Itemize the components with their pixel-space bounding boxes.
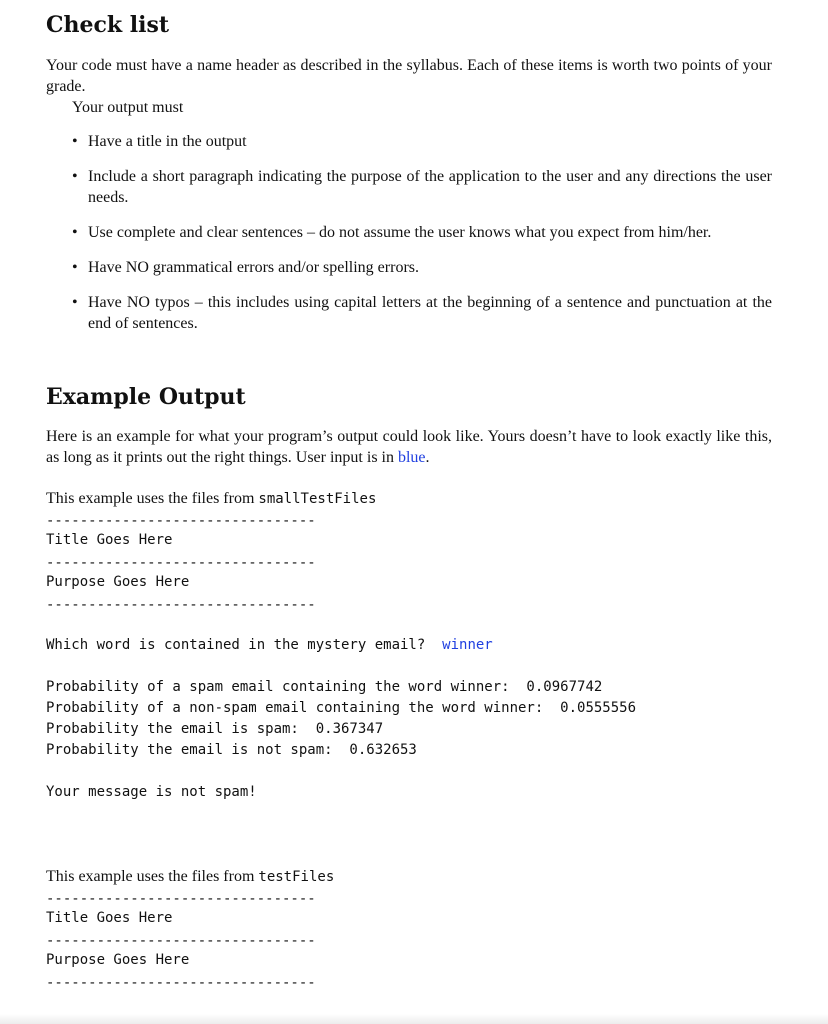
output-result-line: Probability the email is not spam: 0.632653 [46,742,417,758]
example1-caption-prefix: This example uses the files from [46,490,259,507]
checklist-item-text: Have NO typos – this includes using capital letters at the beginning of a sentence and punctuation at the end of sentences. [88,294,772,332]
example-intro-text: Here is an example for what your program’s output could look like. Yours doesn’t have to look exactly like this, as long as it prints out the right things. User input is in [46,428,772,466]
output-title-line: Title Goes Here [46,532,173,548]
checklist-item [60,292,772,334]
blue-word: blue [397,449,426,466]
checklist-item [60,131,772,152]
checklist-item-text: Have NO grammatical errors and/or spelling errors. [88,259,419,276]
output-purpose-line: Purpose Goes Here [46,574,190,590]
divider-rule: -------------------------------- [46,555,316,571]
output-title-line: Title Goes Here [46,910,173,926]
output-prompt: Which word is contained in the mystery email? [46,637,426,653]
output-result-line: Probability of a non-spam email containing the word winner: 0.0555556 [46,700,637,716]
checklist-item-text: Use complete and clear sentences – do not assume the user knows what you expect from him/her. [88,224,712,241]
divider-rule: -------------------------------- [46,975,316,991]
checklist [60,131,772,348]
output-result-line: Probability the email is spam: 0.367347 [46,721,384,737]
divider-rule: -------------------------------- [46,933,316,949]
divider-rule: -------------------------------- [46,513,316,529]
bullet-icon: • [72,133,78,150]
example1-caption [46,488,376,510]
example-intro-end: . [425,449,430,466]
checklist-item-text: Have a title in the output [88,133,247,150]
example-output-heading: Example Output [46,384,246,410]
bullet-icon: • [72,294,78,311]
divider-rule: -------------------------------- [46,891,316,907]
example1-caption-code: smallTestFiles [258,491,377,507]
output-result-line: Probability of a spam email containing the word winner: 0.0967742 [46,679,603,695]
checklist-item-text: Include a short paragraph indicating the purpose of the application to the user and any directions the user needs. [88,168,772,206]
page-bottom-edge [0,1014,828,1024]
example-intro [46,426,772,468]
checklist-item [60,257,772,278]
bullet-icon: • [72,224,78,241]
output-prompt-line [46,635,493,656]
example2-caption-code: testFiles [258,869,335,885]
bullet-icon: • [72,168,78,185]
bullet-icon: • [72,259,78,276]
checklist-item [60,166,772,208]
output-purpose-line: Purpose Goes Here [46,952,190,968]
checklist-intro: Your code must have a name header as described in the syllabus. Each of these items is worth two points of your grade. [46,57,772,95]
checklist-lead: Your output must [72,99,184,116]
user-input: winner [442,637,493,653]
example2-caption-prefix: This example uses the files from [46,868,259,885]
divider-rule: -------------------------------- [46,597,316,613]
checklist-item [60,222,772,243]
checklist-heading: Check list [46,12,170,38]
output-verdict: Your message is not spam! [46,784,257,800]
example2-caption [46,866,334,888]
